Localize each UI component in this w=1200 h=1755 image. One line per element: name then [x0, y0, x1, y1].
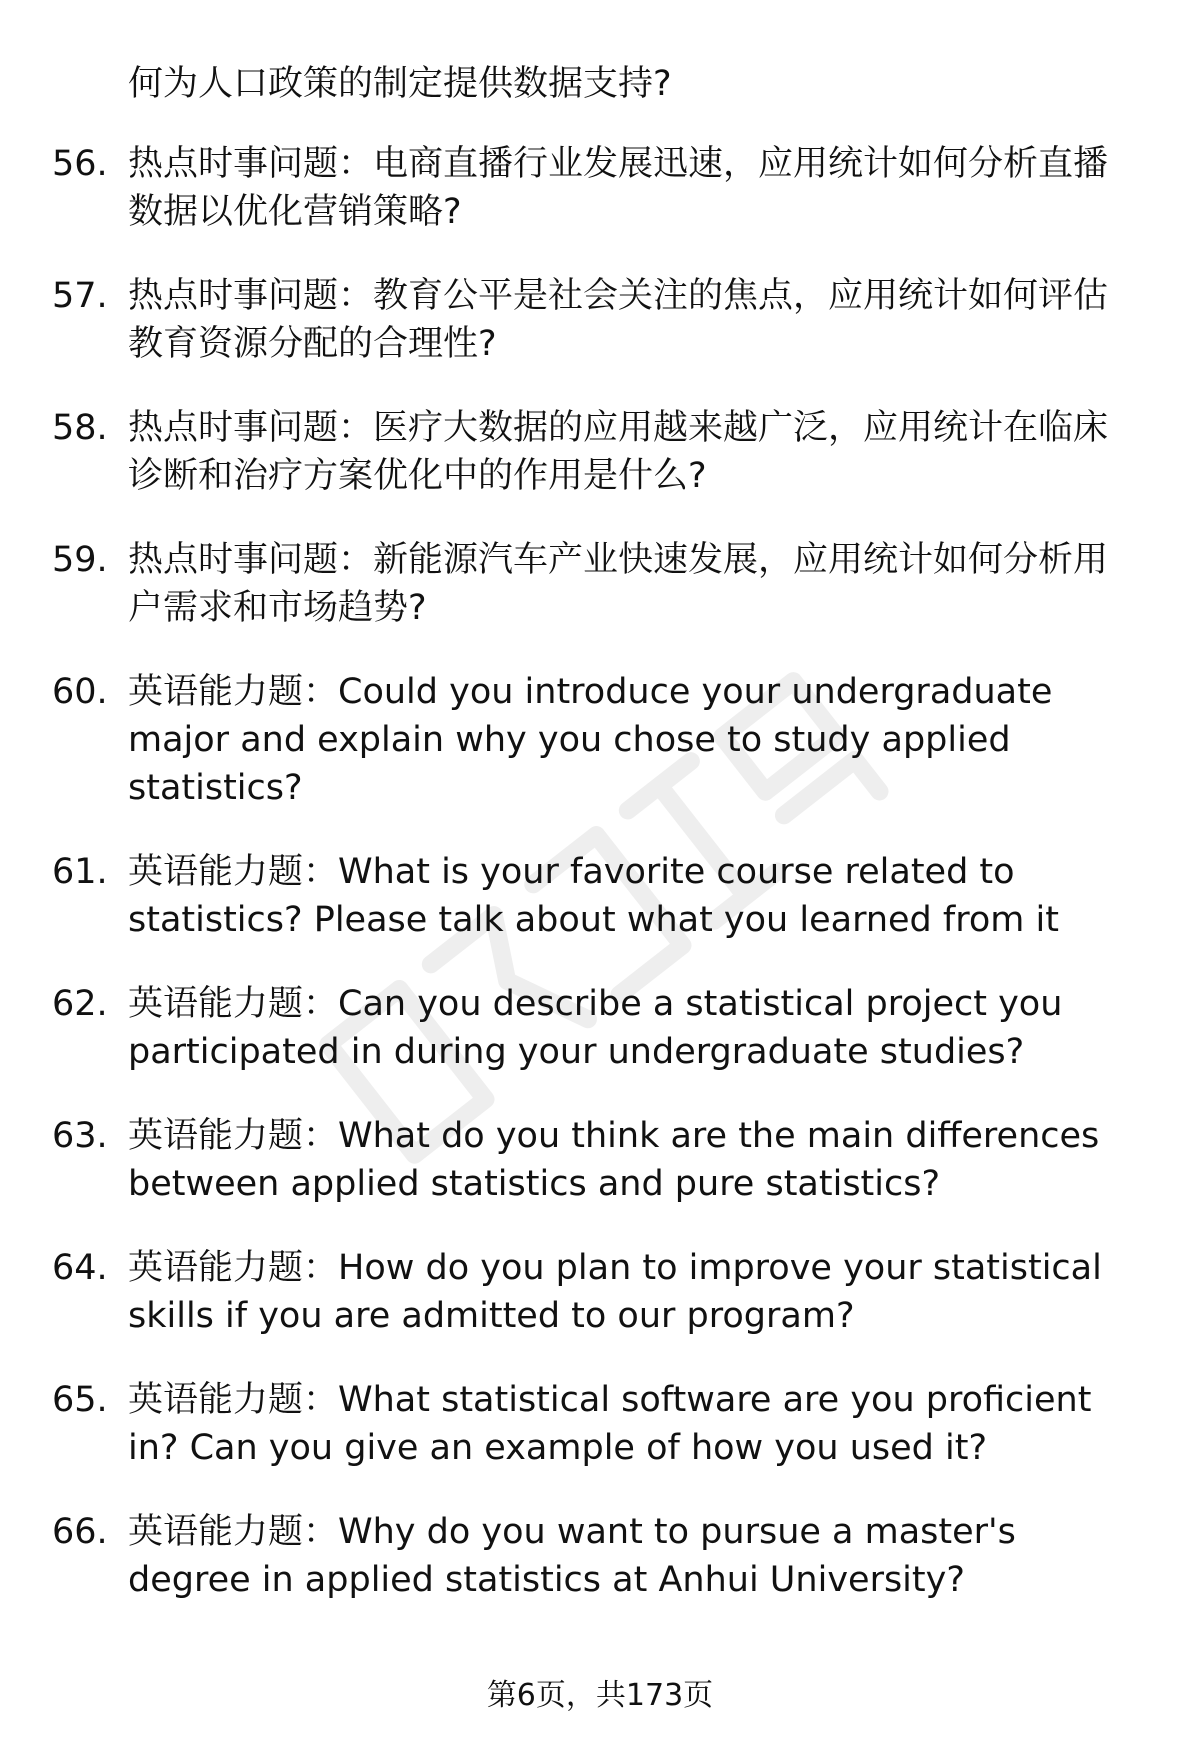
- question-text: 热点时事问题：教育公平是社会关注的焦点，应用统计如何评估教育资源分配的合理性?: [128, 276, 1109, 364]
- question-number: 65.: [52, 1380, 108, 1420]
- question-item: [0, 980, 1200, 1076]
- question-list: [0, 140, 1200, 1640]
- question-number: 66.: [52, 1512, 108, 1552]
- question-text: 英语能力题：Can you describe a statistical project you participated in during your undergraduate studies?: [128, 984, 1063, 1072]
- question-number: 63.: [52, 1116, 108, 1156]
- question-item: [0, 536, 1200, 632]
- question-item: [0, 140, 1200, 236]
- question-number: 64.: [52, 1248, 108, 1288]
- continuation-text: 何为人口政策的制定提供数据支持?: [128, 64, 672, 104]
- question-text: 热点时事问题：新能源汽车产业快速发展，应用统计如何分析用户需求和市场趋势?: [128, 540, 1109, 628]
- question-text: 热点时事问题：医疗大数据的应用越来越广泛，应用统计在临床诊断和治疗方案优化中的作用是什么?: [128, 408, 1109, 496]
- question-item: [0, 272, 1200, 368]
- question-number: 59.: [52, 540, 108, 580]
- question-text: 英语能力题：Why do you want to pursue a master's degree in applied statistics at Anhui University?: [128, 1512, 1016, 1600]
- question-number: 61.: [52, 852, 108, 892]
- question-text: 英语能力题：What statistical software are you proficient in? Can you give an example of how you used it?: [128, 1380, 1092, 1468]
- question-text: 热点时事问题：电商直播行业发展迅速，应用统计如何分析直播数据以优化营销策略?: [128, 144, 1109, 232]
- question-item: [0, 1508, 1200, 1604]
- question-item: [0, 668, 1200, 812]
- question-number: 60.: [52, 672, 108, 712]
- question-item: [0, 404, 1200, 500]
- question-text: 英语能力题：Could you introduce your undergraduate major and explain why you chose to study applied statistics?: [128, 672, 1053, 808]
- question-item: [0, 1376, 1200, 1472]
- question-item: [0, 1244, 1200, 1340]
- question-item: [0, 848, 1200, 944]
- question-text: 英语能力题：What is your favorite course related to statistics? Please talk about what you learned from it: [128, 852, 1059, 940]
- question-item: [0, 1112, 1200, 1208]
- question-number: 56.: [52, 144, 108, 184]
- question-text: 英语能力题：What do you think are the main differences between applied statistics and pure statistics?: [128, 1116, 1100, 1204]
- question-text: 英语能力题：How do you plan to improve your statistical skills if you are admitted to our program?: [128, 1248, 1102, 1336]
- question-number: 62.: [52, 984, 108, 1024]
- question-number: 57.: [52, 276, 108, 316]
- question-number: 58.: [52, 408, 108, 448]
- page-footer: 第6页，共173页: [486, 1678, 714, 1713]
